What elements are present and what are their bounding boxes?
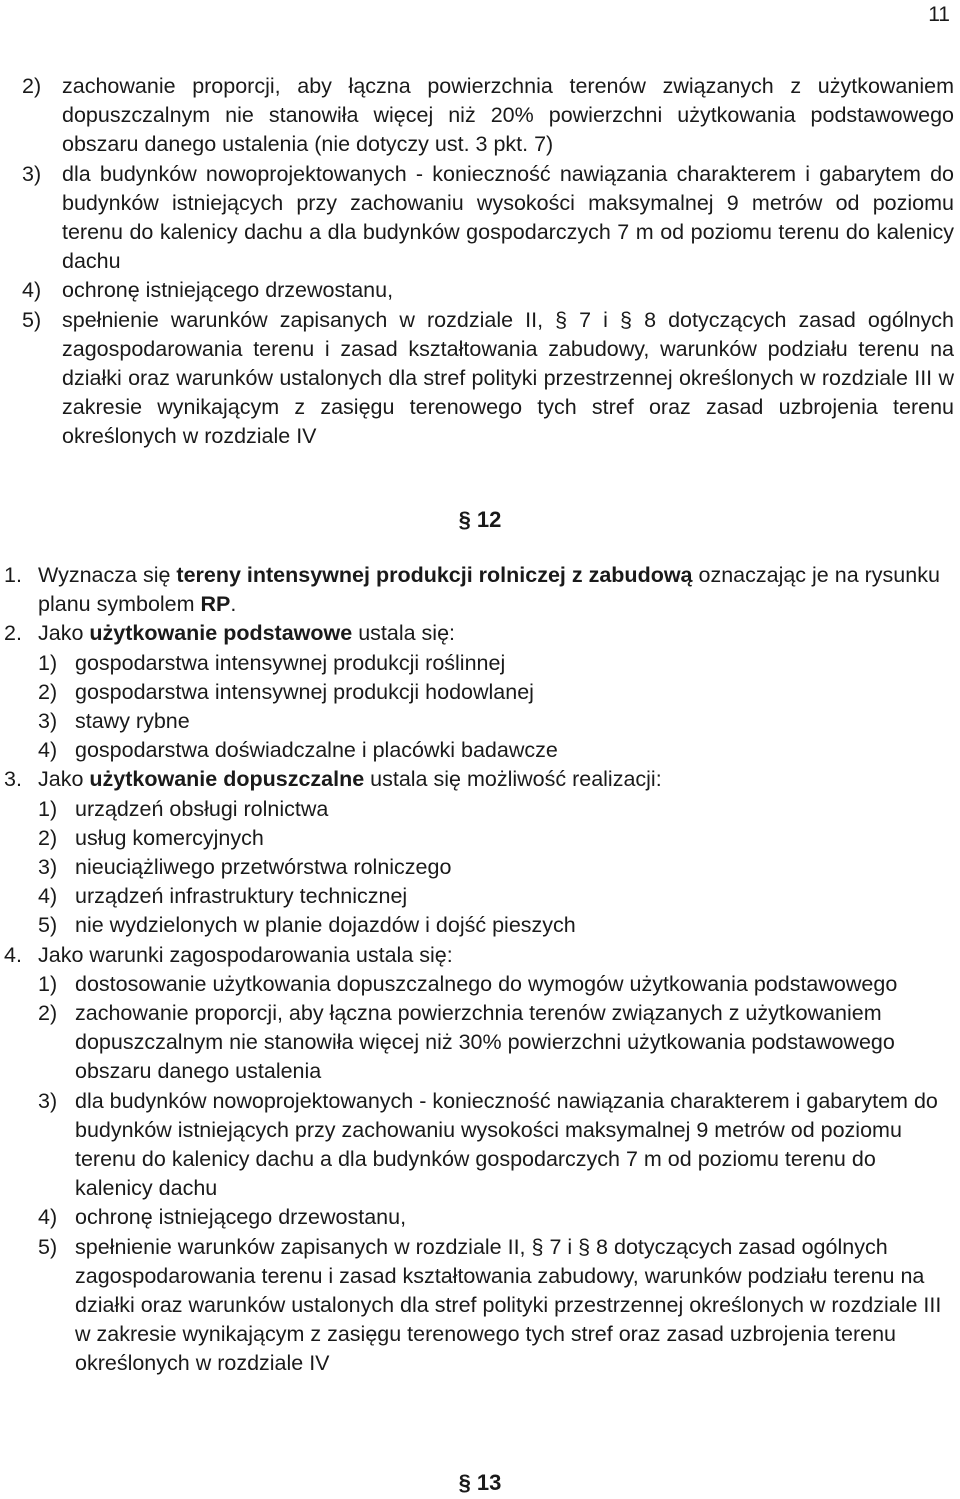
list-item-text: gospodarstwa intensywnej produkcji hodowlanej <box>75 679 534 704</box>
list-item <box>22 72 954 160</box>
paragraph-text-post: ustala się: <box>352 621 455 646</box>
list-item-number: 4) <box>22 278 42 303</box>
continued-list <box>22 72 954 452</box>
list-item <box>38 736 954 765</box>
list-item <box>22 306 954 452</box>
list-item-number: 4) <box>38 738 58 763</box>
list-item-text: gospodarstwa intensywnej produkcji roślinnej <box>75 650 506 675</box>
paragraph-term: użytkowanie podstawowe <box>89 621 353 646</box>
list-item-text: stawy rybne <box>75 709 190 734</box>
list-item-text: zachowanie proporcji, aby łączna powierzchnia terenów związanych z użytkowaniem dopuszczalnym nie stanowiła więcej niż 20% powierzchni użytkowania podstawowego obszaru danego ustalenia (nie dotyczy ust. 3 pkt. 7) <box>62 74 954 157</box>
list-item-number: 5) <box>38 1234 58 1259</box>
list-item-number: 5) <box>38 913 58 938</box>
paragraph-text-mid: oznaczając je na rysunku planu symbolem <box>38 563 940 617</box>
paragraph-term: użytkowanie dopuszczalne <box>89 767 365 792</box>
list-item <box>38 707 954 736</box>
section-heading-12: § 12 <box>458 507 502 532</box>
list-item-text: gospodarstwa doświadczalne i placówki badawcze <box>75 738 558 763</box>
list-item-text: dostosowanie użytkowania dopuszczalnego do wymogów użytkowania podstawowego <box>75 971 898 996</box>
list-item-number: 4) <box>38 1205 58 1230</box>
list-item <box>38 999 954 1087</box>
paragraph-2 <box>4 619 954 648</box>
list-item <box>38 649 954 678</box>
list-item-number: 2) <box>38 679 58 704</box>
section-heading-13: § 13 <box>458 1470 502 1495</box>
list-item-number: 3) <box>38 709 58 734</box>
list-item <box>38 911 954 940</box>
list-item-number: 1) <box>38 971 58 996</box>
list-item-number: 3) <box>38 1088 58 1113</box>
list-item-text: urządzeń obsługi rolnictwa <box>75 796 329 821</box>
paragraph-1 <box>4 561 954 619</box>
list-item <box>22 276 954 305</box>
list-item-text: ochronę istniejącego drzewostanu, <box>62 278 394 303</box>
list-item <box>22 160 954 277</box>
list-item <box>38 1087 954 1204</box>
list-item-text: urządzeń infrastruktury technicznej <box>75 884 408 909</box>
page-number: 11 <box>928 3 950 26</box>
list-item-text: nieuciążliwego przetwórstwa rolniczego <box>75 855 452 880</box>
paragraph-term: tereny intensywnej produkcji rolniczej z zabudową <box>176 563 693 587</box>
paragraph-number: 2. <box>4 621 22 646</box>
list-item-text: ochronę istniejącego drzewostanu, <box>75 1205 407 1230</box>
paragraph-3 <box>4 765 954 794</box>
list-item-text: dla budynków nowoprojektowanych - konieczność nawiązania charakterem i gabarytem do budynków istniejących przy zachowaniu wysokości maksymalnej 9 metrów od poziomu terenu do kalenicy dachu a dla budynków gospodarczych 7 m od poziomu terenu do kalenicy dachu <box>62 161 954 274</box>
list-item-number: 2) <box>38 1001 58 1026</box>
paragraph-number: 3. <box>4 767 22 792</box>
list-item-number: 1) <box>38 796 58 821</box>
list-item <box>38 795 954 824</box>
paragraph-text-post: ustala się możliwość realizacji: <box>364 767 662 792</box>
list-item <box>38 678 954 707</box>
list-item <box>38 882 954 911</box>
paragraph-text-pre: Jako <box>38 621 90 646</box>
list-item-number: 3) <box>38 855 58 880</box>
paragraph-text-pre: Jako <box>38 767 90 792</box>
list-item-text: dla budynków nowoprojektowanych - konieczność nawiązania charakterem i gabarytem do budynków istniejących przy zachowaniu wysokości maksymalnej 9 metrów od poziomu terenu do kalenicy dachu a dla budynków gospodarczych 7 m od poziomu terenu do kalenicy dachu <box>75 1088 938 1201</box>
paragraph-4 <box>4 941 954 970</box>
list-item-number: 4) <box>38 884 58 909</box>
list-item <box>38 824 954 853</box>
list-item-number: 2) <box>38 825 58 850</box>
list-item <box>38 1233 954 1379</box>
paragraph-text <box>38 561 954 619</box>
paragraph-text <box>38 619 954 648</box>
list-item-text: spełnienie warunków zapisanych w rozdziale II, § 7 i § 8 dotyczących zasad ogólnych zagospodarowania terenu i zasad kształtowania zabudowy, warunków podziału terenu na działki oraz warunków ustalonych dla stref polityki przestrzennej określonych w rozdziale III w zakresie wynikającym z zasięgu terenowego tych stref oraz zasad uzbrojenia terenu określonych w rozdziale IV <box>62 307 954 449</box>
list-item <box>38 970 954 999</box>
paragraph-text: Jako warunki zagospodarowania ustala się: <box>38 942 453 967</box>
list-item-text: usług komercyjnych <box>75 825 264 850</box>
paragraph-text <box>38 765 954 794</box>
paragraph-text-pre: Wyznacza się <box>38 563 177 587</box>
list-item-number: 2) <box>22 74 42 98</box>
paragraph-text-post: . <box>230 592 237 617</box>
list-item-number: 1) <box>38 650 58 675</box>
paragraph-number: 1. <box>4 563 22 587</box>
list-item-number: 5) <box>22 307 42 332</box>
list-item <box>38 853 954 882</box>
paragraph-number: 4. <box>4 942 22 967</box>
plan-symbol: RP <box>200 592 231 617</box>
list-item <box>38 1203 954 1232</box>
list-item-text: nie wydzielonych w planie dojazdów i dojść pieszych <box>75 913 576 938</box>
list-item-text: zachowanie proporcji, aby łączna powierzchnia terenów związanych z użytkowaniem dopuszczalnym nie stanowiła więcej niż 30% powierzchni użytkowania podstawowego obszaru danego ustalenia <box>75 1001 895 1084</box>
list-item-text: spełnienie warunków zapisanych w rozdziale II, § 7 i § 8 dotyczących zasad ogólnych zagospodarowania terenu i zasad kształtowania zabudowy, warunków podziału terenu na działki oraz warunków ustalonych dla stref polityki przestrzennej określonych w rozdziale III w zakresie wynikającym z zasięgu terenowego tych stref oraz zasad uzbrojenia terenu określonych w rozdziale IV <box>75 1234 942 1376</box>
section-12-body <box>4 561 954 1379</box>
list-item-number: 3) <box>22 161 42 186</box>
